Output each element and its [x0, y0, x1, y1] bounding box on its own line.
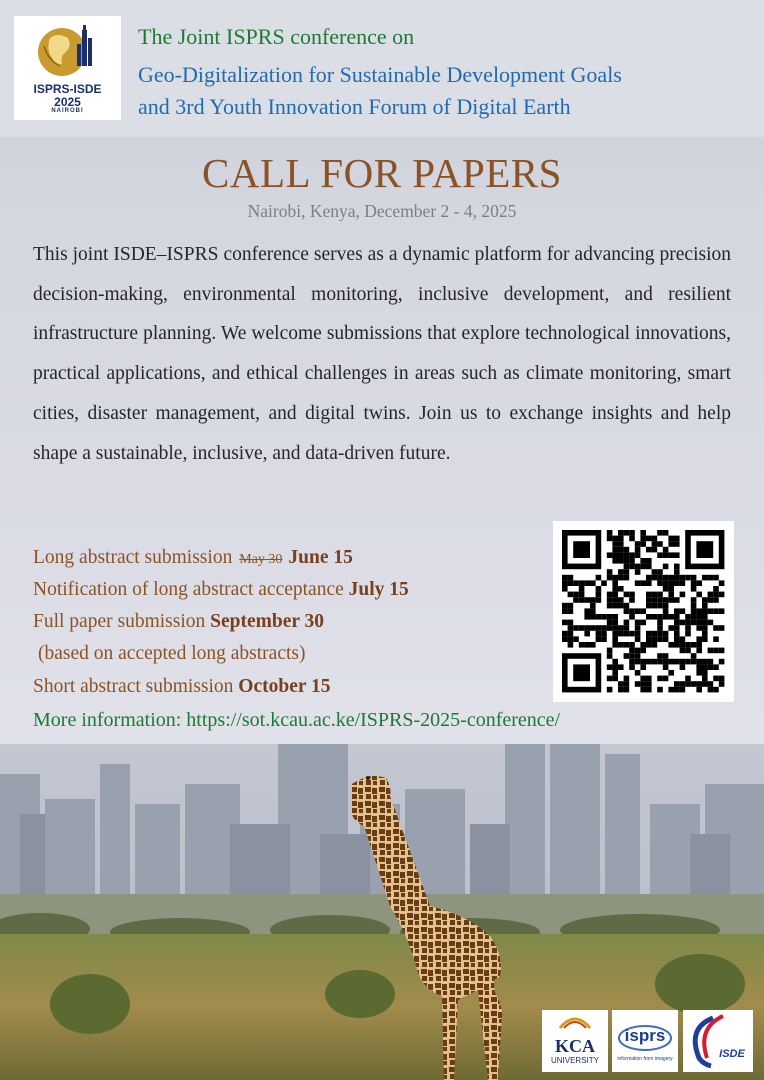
globe-logo-icon	[14, 16, 121, 82]
deadline-notification-label: Notification of long abstract acceptance	[33, 579, 344, 600]
header-band	[0, 0, 764, 137]
deadline-long-abstract-old: May 30	[239, 552, 283, 567]
kca-university-logo	[542, 1010, 608, 1072]
conference-description: This joint ISDE–ISPRS conference serves as a dynamic platform for advancing precision decision-making, environmental monitoring, inclusive development, and resilient infrastructure planning. We welcome submissions that explore technological innovations, practical applications, and ethical challenges in areas such as climate monitoring, smart cities, disaster management, and digital twins. Join us to exchange insights and help shape a sustainable, inclusive, and data-driven future.	[33, 244, 731, 464]
more-information-link[interactable]: More information: https://sot.kcau.ac.ke/ISPRS-2025-conference/	[33, 709, 561, 731]
deadline-notification-date: July 15	[348, 579, 409, 600]
header-line-2: Geo-Digitalization for Sustainable Development Goals	[138, 62, 622, 87]
logo-name: ISPRS-ISDE	[33, 82, 102, 96]
deadline-short-abstract-date: October 15	[238, 676, 331, 697]
isprs-logo	[612, 1010, 678, 1072]
qr-code[interactable]	[553, 521, 734, 702]
deadline-full-paper-note: (based on accepted long abstracts)	[38, 643, 306, 664]
isde-name: ISDE	[719, 1048, 745, 1060]
deadline-full-paper	[33, 611, 324, 633]
deadline-short-abstract-label: Short abstract submission	[33, 676, 234, 697]
header-line-3: and 3rd Youth Innovation Forum of Digital Earth	[138, 94, 571, 119]
event-location-date: Nairobi, Kenya, December 2 - 4, 2025	[247, 201, 517, 221]
logo-city: NAIROBI	[51, 108, 84, 114]
deadline-full-paper-label: Full paper submission	[33, 611, 206, 632]
deadline-notification	[33, 579, 409, 601]
kca-sub: UNIVERSITY	[550, 1056, 599, 1065]
conference-logo	[14, 16, 121, 120]
deadline-long-abstract-label: Long abstract submission	[33, 547, 233, 568]
call-for-papers-title: CALL FOR PAPERS	[202, 150, 562, 196]
isde-logo	[683, 1010, 753, 1072]
deadline-long-abstract-new: June 15	[288, 547, 353, 568]
isde-swoosh-icon	[683, 1010, 753, 1072]
header-line-1: The Joint ISPRS conference on	[138, 24, 415, 49]
isprs-name: isprs	[624, 1026, 666, 1045]
qr-code-icon	[553, 521, 734, 702]
isprs-tagline: information from imagery	[617, 1056, 673, 1062]
kca-name: KCA	[555, 1036, 595, 1056]
deadline-long-abstract	[33, 547, 353, 569]
logo-year: 2025	[54, 95, 81, 109]
deadline-full-paper-date: September 30	[210, 611, 325, 632]
deadline-short-abstract	[33, 676, 331, 698]
